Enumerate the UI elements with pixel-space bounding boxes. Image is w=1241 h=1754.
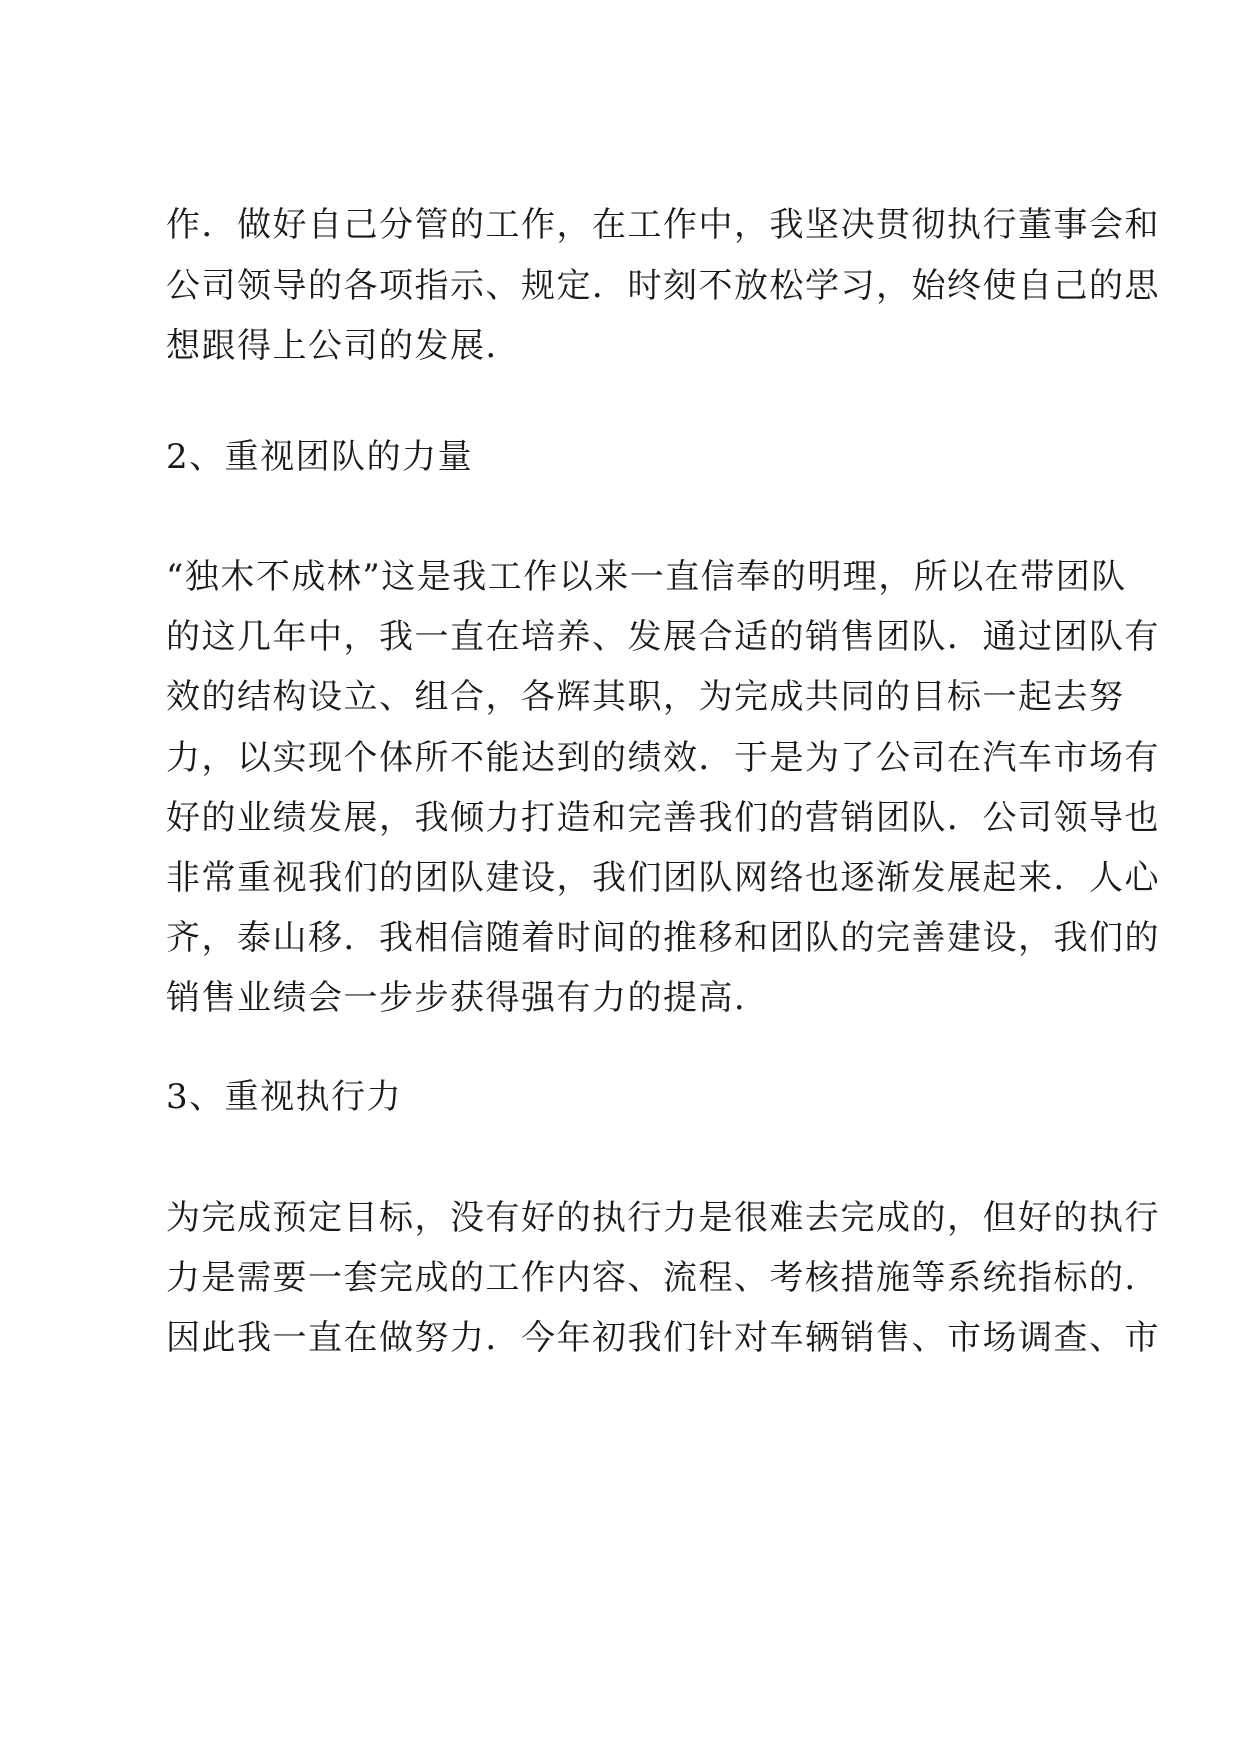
paragraph-line: 作．做好自己分管的工作，在工作中，我坚决贯彻执行董事会和	[166, 205, 1160, 245]
paragraph-line: 销售业绩会一步步获得强有力的提高．	[166, 978, 770, 1018]
paragraph-line: 力是需要一套完成的工作内容、流程、考核措施等系统指标的．	[166, 1258, 1160, 1298]
paragraph-line: 的这几年中，我一直在培养、发展合适的销售团队．通过团队有	[166, 617, 1160, 657]
paragraph-line: 齐，泰山移．我相信随着时间的推移和团队的完善建设，我们的	[166, 918, 1160, 958]
paragraph-line: 想跟得上公司的发展．	[166, 326, 521, 366]
paragraph-line: 力，以实现个体所不能达到的绩效．于是为了公司在汽车市场有	[166, 738, 1160, 778]
paragraph-line: 公司领导的各项指示、规定．时刻不放松学习，始终使自己的思	[166, 266, 1160, 306]
paragraph-line: 因此我一直在做努力．今年初我们针对车辆销售、市场调查、市	[166, 1318, 1160, 1358]
paragraph-line: “独木不成林”这是我工作以来一直信奉的明理，所以在带团队	[166, 557, 1127, 597]
section-heading: 2、重视团队的力量	[166, 437, 474, 477]
paragraph-line: 好的业绩发展，我倾力打造和完善我们的营销团队．公司领导也	[166, 798, 1160, 838]
paragraph-line: 为完成预定目标，没有好的执行力是很难去完成的，但好的执行	[166, 1198, 1160, 1238]
paragraph-line: 效的结构设立、组合，各辉其职，为完成共同的目标一起去努	[166, 677, 1125, 717]
paragraph-line: 非常重视我们的团队建设，我们团队网络也逐渐发展起来．人心	[166, 858, 1160, 898]
section-heading: 3、重视执行力	[166, 1077, 403, 1117]
